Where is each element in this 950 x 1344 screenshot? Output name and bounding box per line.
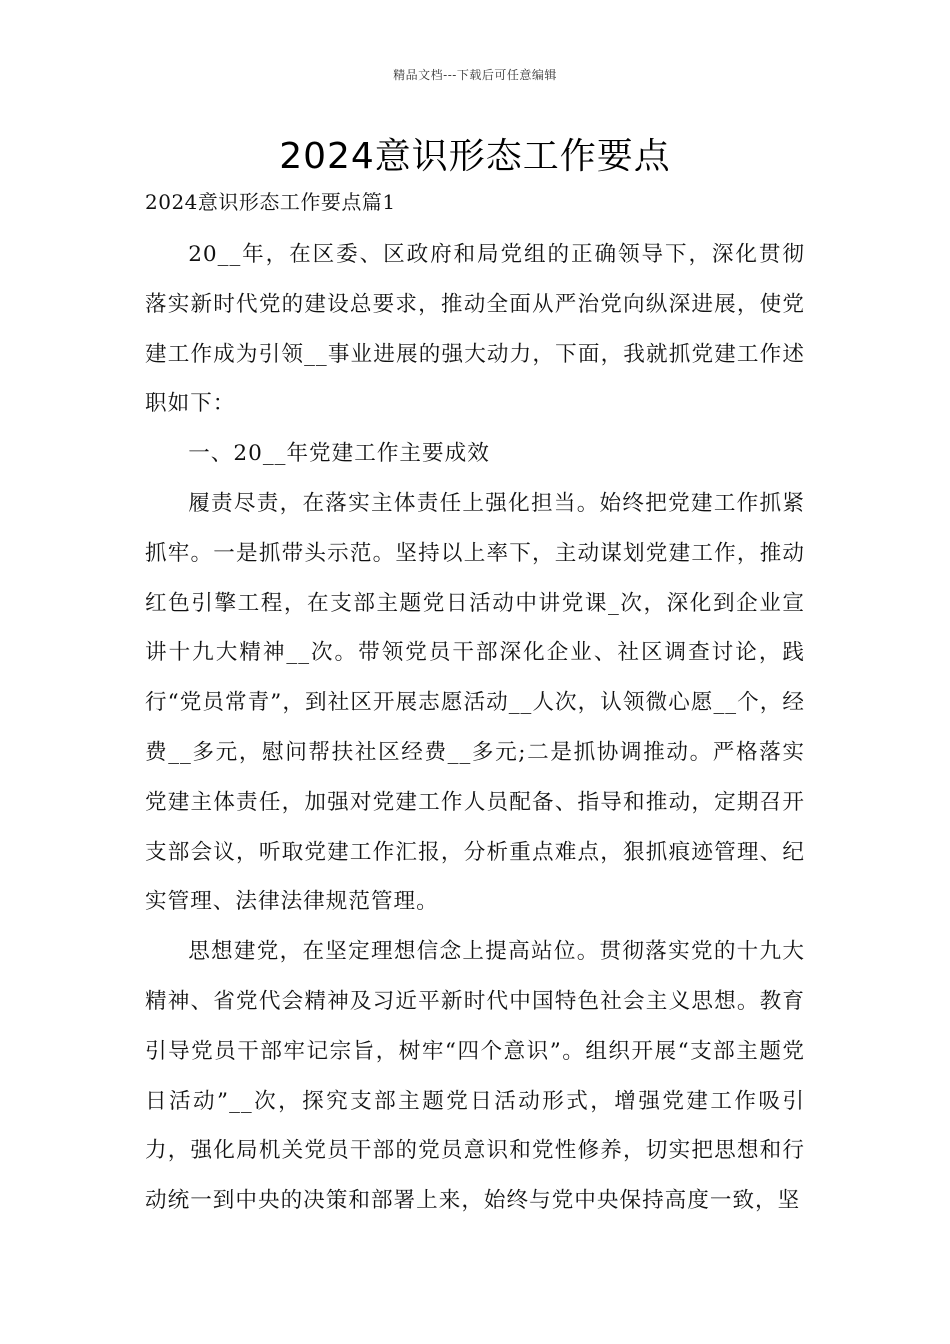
paragraph-intro: 20__年，在区委、区政府和局党组的正确领导下，深化贯彻落实新时代党的建设总要求，推动全面从严治党向纵深进展，使党建工作成为引领__事业进展的强大动力，下面，我就抓党建工作述职如下： [145,242,805,417]
document-body [145,230,805,1226]
section-heading: 一、20__年党建工作主要成效 [188,441,490,467]
document-subtitle: 2024意识形态工作要点篇1 [145,190,396,214]
paragraph-responsibility: 履责尽责，在落实主体责任上强化担当。始终把党建工作抓紧抓牢。一是抓带头示范。坚持以上率下，主动谋划党建工作，推动红色引擎工程，在支部主题党日活动中讲党课_次，深化到企业宣讲十九大精神__次。带领党员干部深化企业、社区调查讨论，践行“党员常青”，到社区开展志愿活动__人次，认领微心愿__个，经费__多元，慰问帮扶社区经费__多元;二是抓协调推动。严格落实党建主体责任，加强对党建工作人员配备、指导和推动，定期召开支部会议，听取党建工作汇报，分析重点难点，狠抓痕迹管理、纪实管理、法律法律规范管理。 [145,490,805,915]
page-header-note: 精品文档---下载后可任意编辑 [393,68,557,82]
document-title: 2024意识形态工作要点 [279,136,671,177]
paragraph-ideology: 思想建党，在坚定理想信念上提高站位。贯彻落实党的十九大精神、省党代会精神及习近平新时代中国特色社会主义思想。教育引导党员干部牢记宗旨，树牢“四个意识”。组织开展“支部主题党日活动”__次，探究支部主题党日活动形式，增强党建工作吸引力，强化局机关党员干部的党员意识和党性修养，切实把思想和行动统一到中央的决策和部署上来，始终与党中央保持高度一致，坚 [145,939,805,1214]
